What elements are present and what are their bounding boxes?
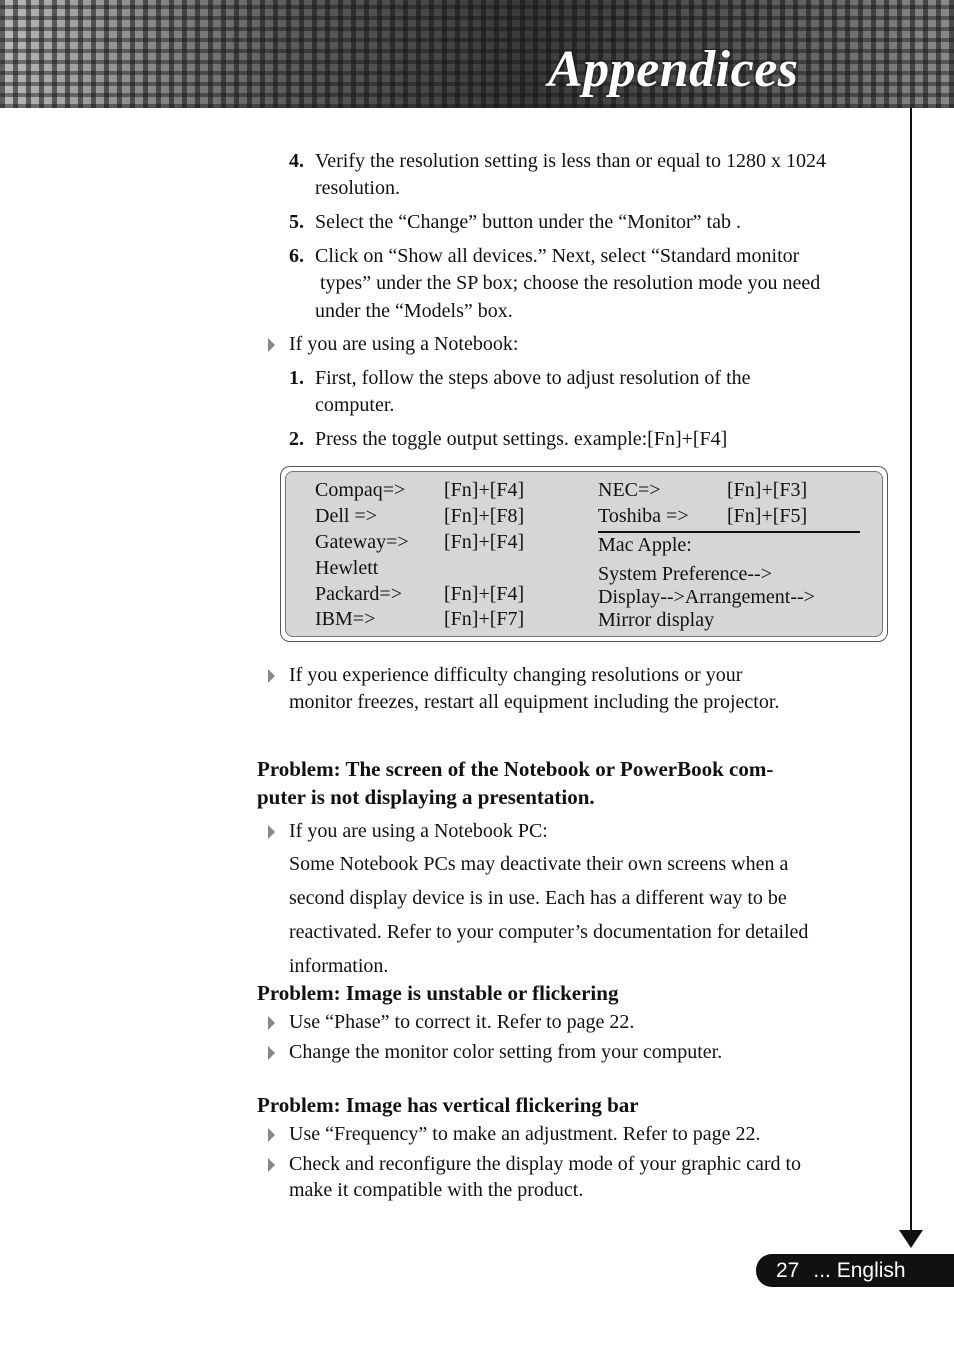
brand-label: Hewlett [315, 557, 379, 579]
brand-label: Gateway=> [315, 531, 409, 553]
mac-instruction: System Preference--> [598, 563, 772, 585]
bullet-arrow-icon [268, 1046, 275, 1060]
hotkey-value: [Fn]+[F4] [444, 479, 525, 501]
problem-heading: puter is not displaying a presentation. [257, 785, 595, 809]
mac-instruction: Display-->Arrangement--> [598, 586, 815, 608]
body-text: reactivated. Refer to your computer’s documentation for detailed [289, 921, 809, 943]
step-text: First, follow the steps above to adjust resolution of the [315, 367, 751, 389]
bullet-text: make it compatible with the product. [289, 1179, 584, 1201]
bullet-text: Use “Frequency” to make an adjustment. Refer to page 22. [289, 1123, 761, 1145]
brand-label: Dell => [315, 505, 377, 527]
hotkey-value: [Fn]+[F7] [444, 608, 525, 630]
step-text: Verify the resolution setting is less than or equal to 1280 x 1024 [315, 150, 827, 172]
step-number: 2. [289, 428, 304, 450]
step-text: Click on “Show all devices.” Next, select “Standard monitor [315, 245, 800, 267]
bullet-text: Use “Phase” to correct it. Refer to page 22. [289, 1011, 635, 1033]
bullet-text: Change the monitor color setting from your computer. [289, 1041, 723, 1063]
bullet-text: Check and reconfigure the display mode of your graphic card to [289, 1153, 802, 1175]
hotkey-value: [Fn]+[F3] [727, 479, 808, 501]
step-number: 4. [289, 150, 304, 172]
bullet-text: If you are using a Notebook: [289, 333, 519, 355]
page-title: Appendices [548, 41, 799, 98]
brand-label: NEC=> [598, 479, 661, 501]
brand-label: IBM=> [315, 608, 376, 630]
step-text: under the “Models” box. [315, 300, 513, 322]
brand-label: Toshiba => [598, 505, 689, 527]
bullet-arrow-icon [268, 338, 275, 352]
problem-heading: Problem: The screen of the Notebook or PowerBook com- [257, 757, 774, 781]
body-text: Some Notebook PCs may deactivate their own screens when a [289, 853, 789, 875]
bullet-text: If you experience difficulty changing resolutions or your [289, 664, 743, 686]
margin-rule [910, 108, 912, 1233]
hotkey-value: [Fn]+[F4] [444, 531, 525, 553]
hotkey-value: [Fn]+[F4] [444, 583, 525, 605]
bullet-arrow-icon [268, 1158, 275, 1172]
mac-title: Mac Apple: [598, 534, 692, 556]
mac-instruction: Mirror display [598, 609, 715, 631]
page-footer-tab [756, 1254, 954, 1287]
step-text: Press the toggle output settings. example:[Fn]+[F4] [315, 428, 728, 450]
step-text: Select the “Change” button under the “Monitor” tab . [315, 211, 741, 233]
bullet-text: monitor freezes, restart all equipment including the projector. [289, 691, 780, 713]
header-banner [0, 0, 954, 108]
body-text: second display device is in use. Each has a different way to be [289, 887, 787, 909]
page-number: 27 [776, 1258, 800, 1282]
bullet-arrow-icon [268, 825, 275, 839]
language-label: ... English [813, 1258, 906, 1282]
step-text: types” under the SP box; choose the resolution mode you need [315, 272, 821, 294]
arrow-down-icon [899, 1230, 923, 1248]
bullet-arrow-icon [268, 1016, 275, 1030]
hotkey-value: [Fn]+[F8] [444, 505, 525, 527]
step-text: computer. [315, 394, 395, 416]
step-text: resolution. [315, 177, 400, 199]
brand-label: Packard=> [315, 583, 402, 605]
brand-label: Compaq=> [315, 479, 406, 501]
hotkey-value: [Fn]+[F5] [727, 505, 808, 527]
step-number: 5. [289, 211, 304, 233]
bullet-arrow-icon [268, 1128, 275, 1142]
step-number: 6. [289, 245, 304, 267]
step-number: 1. [289, 367, 304, 389]
bullet-text: If you are using a Notebook PC: [289, 820, 548, 842]
bullet-arrow-icon [268, 669, 275, 683]
problem-heading: Problem: Image is unstable or flickering [257, 981, 619, 1005]
body-text: information. [289, 955, 389, 977]
problem-heading: Problem: Image has vertical flickering bar [257, 1093, 639, 1117]
